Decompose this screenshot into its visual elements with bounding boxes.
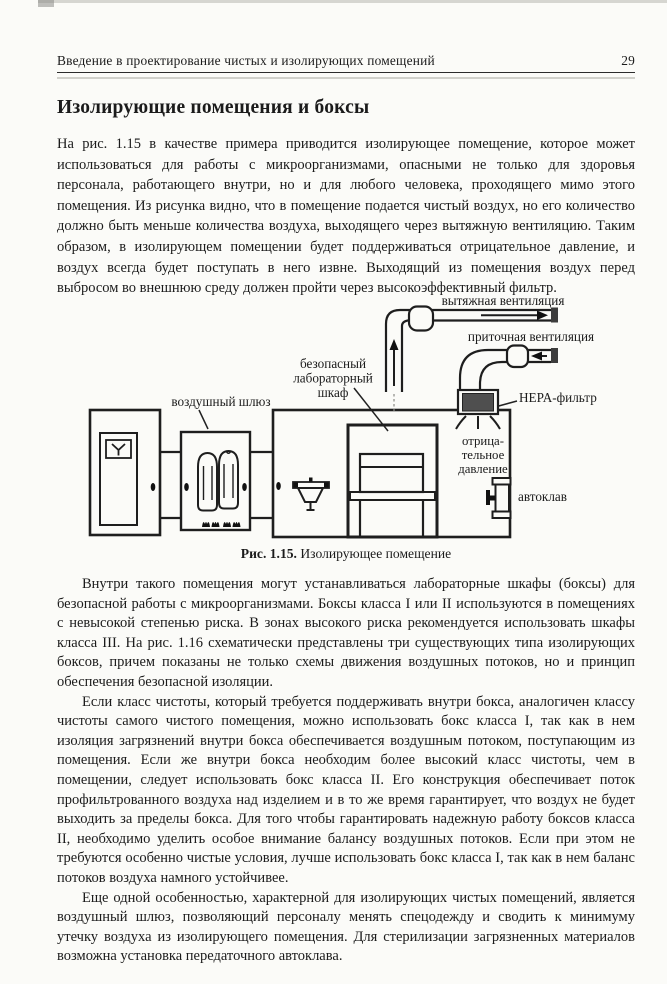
- scan-artifact-blot: [38, 0, 54, 7]
- label-safety-cabinet: [293, 356, 373, 400]
- paragraph-3: Если класс чистоты, который требуется поддерживать внутри бокса, аналогичен классу чистоты самого чистого помещения, можно использовать бокс класса I, так как в нем изоляция загрязнений внутри бокса обеспечивается воздушным потоком, поступающим из помещения. Если же внутри бокса необходим более высокий класс чистоты, чем в помещении, следует использовать бокс класса II. Его конструкция обеспечивает поток профильтрованного воздуха над изделием и в то же время гарантирует, что воздух не будет выходить за пределы бокса. Для того чтобы гарантировать надежную работу боксов класса II, необходимо уделить особое внимание балансу воздушных потоков. Если при этом не требуются особенно чистые условия, лучше использовать бокс класса I, так как в нем баланс потоков воздуха намного устойчивее.: [57, 693, 635, 886]
- figure-caption-label: Рис. 1.15.: [240, 546, 297, 561]
- running-title: Введение в проектирование чистых и изолирующих помещений: [57, 53, 435, 68]
- flow-arrow-left-head: [531, 352, 542, 361]
- airflow-lines-icon: [456, 416, 500, 429]
- paragraph-4: Еще одной особенностью, характерной для изолирующих чистых помещений, является воздушный шлюз, позволяющий персоналу менять спецодежду и сводить к минимуму утечку воздуха из изолирующего помещения. Для стерилизации загрязненных материалов возможна установка передаточного автоклава.: [57, 889, 635, 965]
- duct-end-cap: [551, 308, 558, 323]
- figure-caption-text: Изолирующее помещение: [300, 546, 452, 561]
- label-autoclave: автоклав: [518, 489, 568, 504]
- gown-sign-y-icon: [112, 444, 125, 456]
- safety-cabinet: [348, 425, 437, 537]
- page-number: 29: [621, 53, 635, 68]
- duct-coupling: [409, 307, 433, 331]
- header-rule: [57, 72, 635, 73]
- corridor-left: [160, 452, 181, 518]
- corridor-right: [250, 452, 273, 518]
- svg-text:отрица-: отрица-: [461, 434, 505, 448]
- svg-text:шкаф: шкаф: [317, 385, 349, 400]
- paragraph-2: Внутри такого помещения могут устанавливаться лабораторные шкафы (боксы) для безопасной работы с микроорганизмами. Боксы класса I или II используются в помещениях с невысокой степенью риска. В зонах высокого риска рекомендуется использовать шкафы класса III. На рис. 1.16 схематически представлены три существующих типа изолирующих боксов, причем показаны не только схемы движения воздушных потоков, но и принцип обеспечения безопасной изоляции.: [57, 576, 635, 690]
- svg-text:безопасный: безопасный: [299, 356, 367, 371]
- flow-arrow-right-head: [537, 311, 548, 321]
- sink-icon: [293, 478, 329, 511]
- pointer-air-lock: [199, 410, 208, 429]
- autoclave-icon: [486, 478, 511, 518]
- svg-text:лабораторный: лабораторный: [293, 370, 373, 386]
- flow-arrow-up-head: [390, 339, 399, 350]
- figure-1-15: [57, 290, 637, 546]
- figure-1-15-diagram: [57, 290, 637, 546]
- label-hepa-filter: HEPA-фильтр: [519, 390, 597, 405]
- door-handle: [184, 483, 189, 491]
- hepa-filter-icon: [458, 390, 498, 414]
- duct-end-cap: [551, 348, 558, 363]
- door-handle: [276, 482, 281, 490]
- rooms: [90, 410, 511, 537]
- label-air-lock: воздушный шлюз: [171, 394, 271, 409]
- door-handle: [151, 483, 156, 491]
- label-negative-pressure: [458, 434, 508, 476]
- supply-duct: [460, 346, 558, 393]
- section-title: Изолирующие помещения и боксы: [57, 97, 370, 118]
- door-handle: [242, 483, 247, 491]
- paragraph-block-intro: [57, 134, 635, 299]
- duct-coupling: [507, 346, 528, 368]
- figure-caption: [57, 546, 635, 562]
- air-lock-room: [181, 432, 250, 530]
- shoes-icon: [202, 522, 241, 527]
- running-header: [57, 53, 635, 69]
- scan-artifact-top-edge: [38, 0, 667, 3]
- lab-coats-icon: [198, 451, 238, 511]
- paragraph-block-body: [57, 575, 635, 967]
- paragraph-1: На рис. 1.15 в качестве примера приводится изолирующее помещение, которое может использоваться для работы с микроорганизмами, опасными не только для здоровья персонала, работающего внутри, но и для любого человека, проходящего мимо этого помещения. Из рисунка видно, что в помещение подается чистый воздух, но его количество должно быть меньше количества воздуха, выходящего через вытяжную вентиляцию. Таким образом, в изолирующем помещении будет поддерживаться отрицательное давление, и воздух всегда будет поступать в него извне. Выходящий из помещения воздух перед выбросом во внешнюю среду должен пройти через высокоэффективный фильтр.: [57, 136, 635, 297]
- svg-text:тельное: тельное: [461, 448, 505, 462]
- label-supply-ventilation: приточная вентиляция: [467, 329, 595, 344]
- label-exhaust-ventilation: вытяжная вентиляция: [441, 293, 565, 308]
- svg-text:давление: давление: [458, 462, 508, 476]
- entry-room: [90, 410, 160, 535]
- header-rule-ghost: [57, 77, 635, 79]
